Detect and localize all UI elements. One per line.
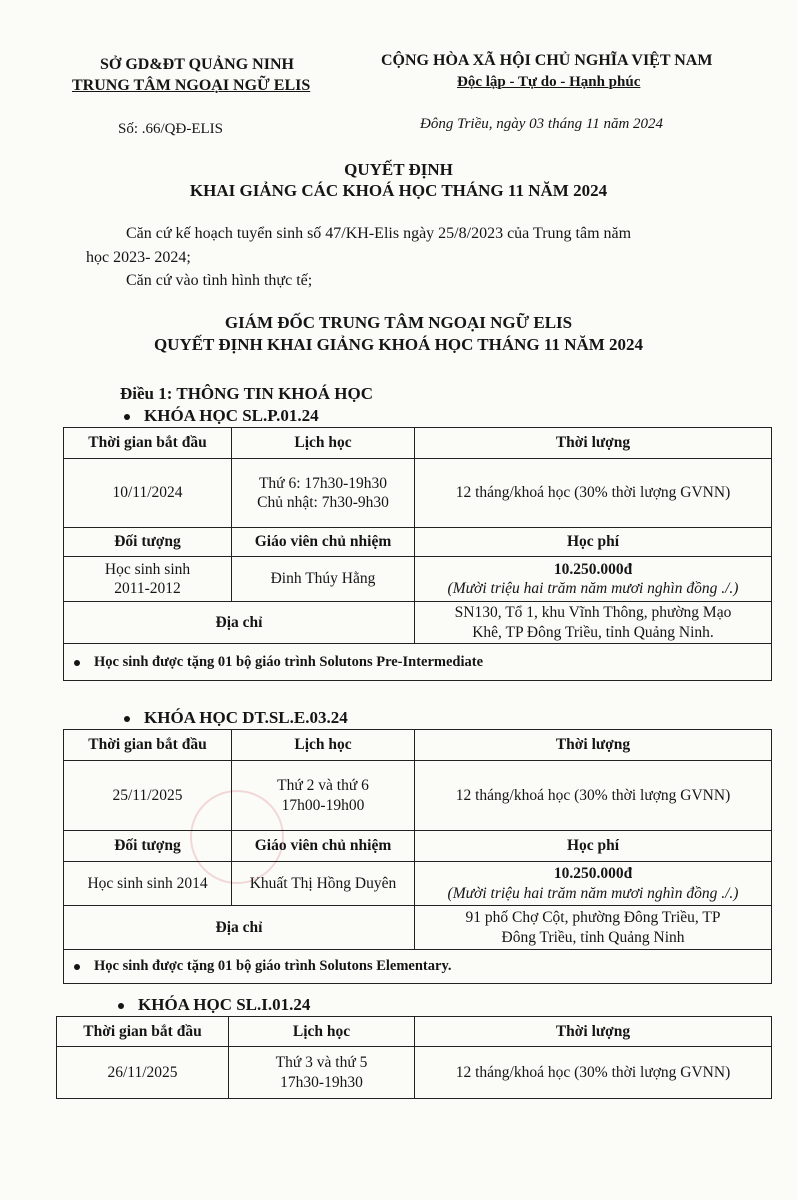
course-1-title <box>124 406 319 426</box>
audience-line-2: 2011-2012 <box>114 580 181 597</box>
schedule-cell <box>232 459 415 528</box>
decision-heading: QUYẾT ĐỊNH KHAI GIẢNG KHOÁ HỌC THÁNG 11 NĂM 2024 <box>153 335 644 354</box>
schedule-cell <box>232 761 415 831</box>
teacher-label: Giáo viên chủ nhiệm <box>232 831 415 862</box>
decision-subtitle: KHAI GIẢNG CÁC KHOÁ HỌC THÁNG 11 NĂM 2024 <box>189 181 608 200</box>
schedule-line-2: 17h30-19h30 <box>280 1073 363 1091</box>
course-1-name: KHÓA HỌC SL.P.01.24 <box>144 406 319 425</box>
audience-cell <box>64 557 232 602</box>
fee-cell <box>415 862 772 906</box>
address-cell <box>415 602 772 644</box>
start-date: 10/11/2024 <box>64 459 232 528</box>
basis-line-3: Căn cứ vào tình hình thực tế; <box>126 272 313 289</box>
basis-line-1: Căn cứ kế hoạch tuyển sinh số 47/KH-Elis ngày 25/8/2023 của Trung tâm năm <box>126 225 632 242</box>
teacher-name: Đinh Thúy Hằng <box>232 557 415 602</box>
duration-label: Thời lượng <box>415 428 772 459</box>
teacher-name: Khuất Thị Hồng Duyên <box>232 862 415 906</box>
start-label: Thời gian bắt đầu <box>64 428 232 459</box>
start-label: Thời gian bắt đầu <box>64 730 232 761</box>
course-3-table <box>56 1016 772 1099</box>
address-cell <box>415 906 772 950</box>
duration-value: 12 tháng/khoá học (30% thời lượng GVNN) <box>415 761 772 831</box>
document-number: Số: .66/QĐ-ELIS <box>118 121 223 137</box>
audience-label: Đối tượng <box>64 831 232 862</box>
course-2-name: KHÓA HỌC DT.SL.E.03.24 <box>144 708 348 727</box>
duration-value: 12 tháng/khoá học (30% thời lượng GVNN) <box>415 459 772 528</box>
schedule-label: Lịch học <box>232 730 415 761</box>
center-name-text: TRUNG TÂM NGOẠI NGỮ ELIS <box>72 77 311 94</box>
address-line-2: Khê, TP Đông Triều, tỉnh Quảng Ninh. <box>472 623 714 641</box>
course-1-table <box>63 427 772 681</box>
course-3-name: KHÓA HỌC SL.I.01.24 <box>138 995 311 1014</box>
teacher-label: Giáo viên chủ nhiệm <box>232 528 415 557</box>
place-date: Đông Triều, ngày 03 tháng 11 năm 2024 <box>420 116 664 132</box>
address-line-1: SN130, Tổ 1, khu Vĩnh Thông, phường Mạo <box>454 604 732 622</box>
course-note <box>64 644 772 681</box>
center-name <box>72 77 310 95</box>
duration-label: Thời lượng <box>415 730 772 761</box>
fee-cell <box>415 557 772 602</box>
course-3-title <box>118 995 310 1015</box>
audience-value: Học sinh sinh 2014 <box>64 862 232 906</box>
fee-label: Học phí <box>415 831 772 862</box>
course-note-text: Học sinh được tặng 01 bộ giáo trình Solutons Pre-Intermediate <box>94 653 484 670</box>
article-1-heading: Điều 1: THÔNG TIN KHOÁ HỌC <box>120 384 373 403</box>
duration-value: 12 tháng/khoá học (30% thời lượng GVNN) <box>415 1047 772 1099</box>
director-heading: GIÁM ĐỐC TRUNG TÂM NGOẠI NGỮ ELIS <box>224 313 573 332</box>
address-label: Địa chỉ <box>64 906 415 950</box>
schedule-cell <box>229 1047 415 1099</box>
schedule-line-2: Chủ nhật: 7h30-9h30 <box>257 494 389 511</box>
course-note <box>64 950 772 984</box>
schedule-line-1: Thứ 3 và thứ 5 <box>275 1054 368 1072</box>
schedule-line-1: Thứ 6: 17h30-19h30 <box>258 474 388 492</box>
bullet-icon <box>74 660 80 666</box>
fee-in-words: (Mười triệu hai trăm năm mươi nghìn đồng ./.) <box>447 580 739 597</box>
national-motto: Độc lập - Tự do - Hạnh phúc <box>457 74 641 90</box>
agency-name: SỞ GD&ĐT QUẢNG NINH <box>100 56 294 73</box>
bullet-icon <box>124 414 130 420</box>
fee-amount: 10.250.000đ <box>553 560 633 578</box>
start-date: 26/11/2025 <box>57 1047 229 1099</box>
basis-line-2: học 2023- 2024; <box>86 249 191 266</box>
fee-in-words: (Mười triệu hai trăm năm mươi nghìn đồng ./.) <box>447 884 739 902</box>
course-2-table <box>63 729 772 984</box>
schedule-label: Lịch học <box>232 428 415 459</box>
audience-line-1: Học sinh sinh <box>104 560 191 578</box>
start-label: Thời gian bắt đầu <box>57 1017 229 1047</box>
fee-amount: 10.250.000đ <box>553 865 633 883</box>
course-note-text: Học sinh được tặng 01 bộ giáo trình Solutons Elementary. <box>94 958 452 975</box>
fee-label: Học phí <box>415 528 772 557</box>
schedule-line-2: 17h00-19h00 <box>281 796 365 814</box>
schedule-line-1: Thứ 2 và thứ 6 <box>277 777 369 795</box>
bullet-icon <box>74 964 80 970</box>
address-line-1: 91 phố Chợ Cột, phường Đông Triều, TP <box>465 909 721 927</box>
address-label: Địa chỉ <box>64 602 415 644</box>
bullet-icon <box>124 716 130 722</box>
national-title: CỘNG HÒA XÃ HỘI CHỦ NGHĨA VIỆT NAM <box>381 52 713 69</box>
course-2-title <box>124 708 348 728</box>
bullet-icon <box>118 1003 124 1009</box>
address-line-2: Đông Triều, tỉnh Quảng Ninh <box>501 928 685 946</box>
schedule-label: Lịch học <box>229 1017 415 1047</box>
decision-title: QUYẾT ĐỊNH <box>344 160 453 179</box>
start-date: 25/11/2025 <box>64 761 232 831</box>
duration-label: Thời lượng <box>415 1017 772 1047</box>
audience-label: Đối tượng <box>64 528 232 557</box>
